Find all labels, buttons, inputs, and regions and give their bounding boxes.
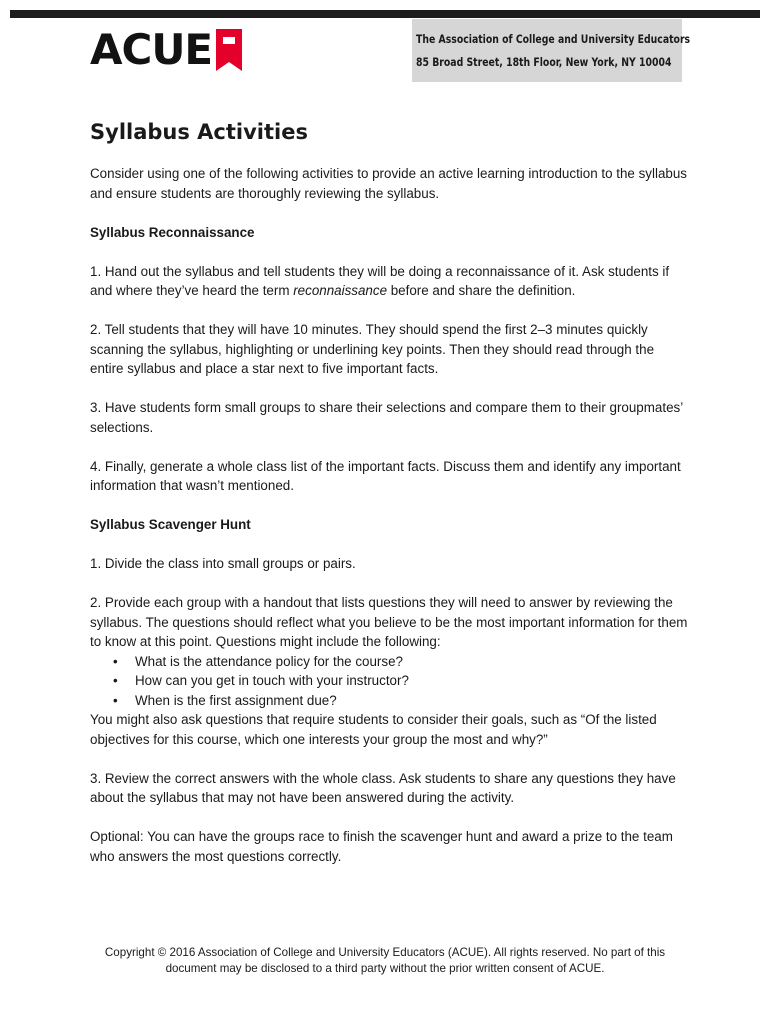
reconnaissance-step-1: 1. Hand out the syllabus and tell students they will be doing a reconnaissance of it. Ask students if and where they’ve heard the term reconnaissance before and share the definition. xyxy=(90,263,670,298)
org-info-box xyxy=(412,19,691,82)
scavenger-step-1: 1. Divide the class into small groups or pairs. xyxy=(90,556,356,571)
copyright-line-2: document may be disclosed to a third party without the prior written consent of ACUE. xyxy=(165,962,605,975)
copyright-footer xyxy=(80,945,690,977)
org-address: 85 Broad Street, 18th Floor, New York, NY 10004 xyxy=(416,55,672,69)
scavenger-step-2-followup: You might also ask questions that require students to consider their goals, such as “Of the listed objectives for this course, which one interests your group the most and why?” xyxy=(90,712,657,747)
optional-note: Optional: You can have the groups race to finish the scavenger hunt and award a prize to the team who answers the most questions correctly. xyxy=(90,829,673,864)
question-list xyxy=(90,652,690,711)
org-name: The Association of College and University Educators xyxy=(416,32,691,46)
intro-paragraph: Consider using one of the following activities to provide an active learning introduction to the syllabus and ensure students are thoroughly reviewing the syllabus. xyxy=(90,166,687,201)
page-title: Syllabus Activities xyxy=(90,120,308,144)
top-rule xyxy=(10,10,760,18)
logo-text: ACUE xyxy=(90,25,213,74)
scavenger-step-3: 3. Review the correct answers with the whole class. Ask students to share any questions they have about the syllabus that may not have been answered during the activity. xyxy=(90,770,676,805)
reconnaissance-step-4: 4. Finally, generate a whole class list of the important facts. Discuss them and identify any important information that wasn’t mentioned. xyxy=(90,458,681,493)
list-item: • How can you get in touch with your instructor? xyxy=(135,671,690,691)
section-heading-scavenger-hunt: Syllabus Scavenger Hunt xyxy=(90,517,251,532)
scavenger-step-2-text: 2. Provide each group with a handout that lists questions they will need to answer by reviewing the syllabus. The questions should reflect what you believe to be the most important information for them to know at this point. Questions might include the following: xyxy=(90,595,688,649)
reconnaissance-step-2: 2. Tell students that they will have 10 minutes. They should spend the first 2–3 minutes quickly scanning the syllabus, highlighting or underlining key points. Then they should read through the entire syllabus and place a star next to five important facts. xyxy=(90,322,655,376)
document-body xyxy=(90,118,690,886)
acue-logo xyxy=(90,25,242,74)
section-heading-reconnaissance: Syllabus Reconnaissance xyxy=(90,224,255,240)
list-item: • What is the attendance policy for the course? xyxy=(135,652,690,672)
reconnaissance-step-3: 3. Have students form small groups to share their selections and compare them to their groupmates’ selections. xyxy=(90,400,683,435)
list-item: • When is the first assignment due? xyxy=(135,691,690,711)
scavenger-step-2 xyxy=(90,593,690,749)
bookmark-flag-icon xyxy=(216,29,242,71)
copyright-line-1: Copyright © 2016 Association of College and University Educators (ACUE). All rights reserved. No part of this xyxy=(104,946,666,959)
